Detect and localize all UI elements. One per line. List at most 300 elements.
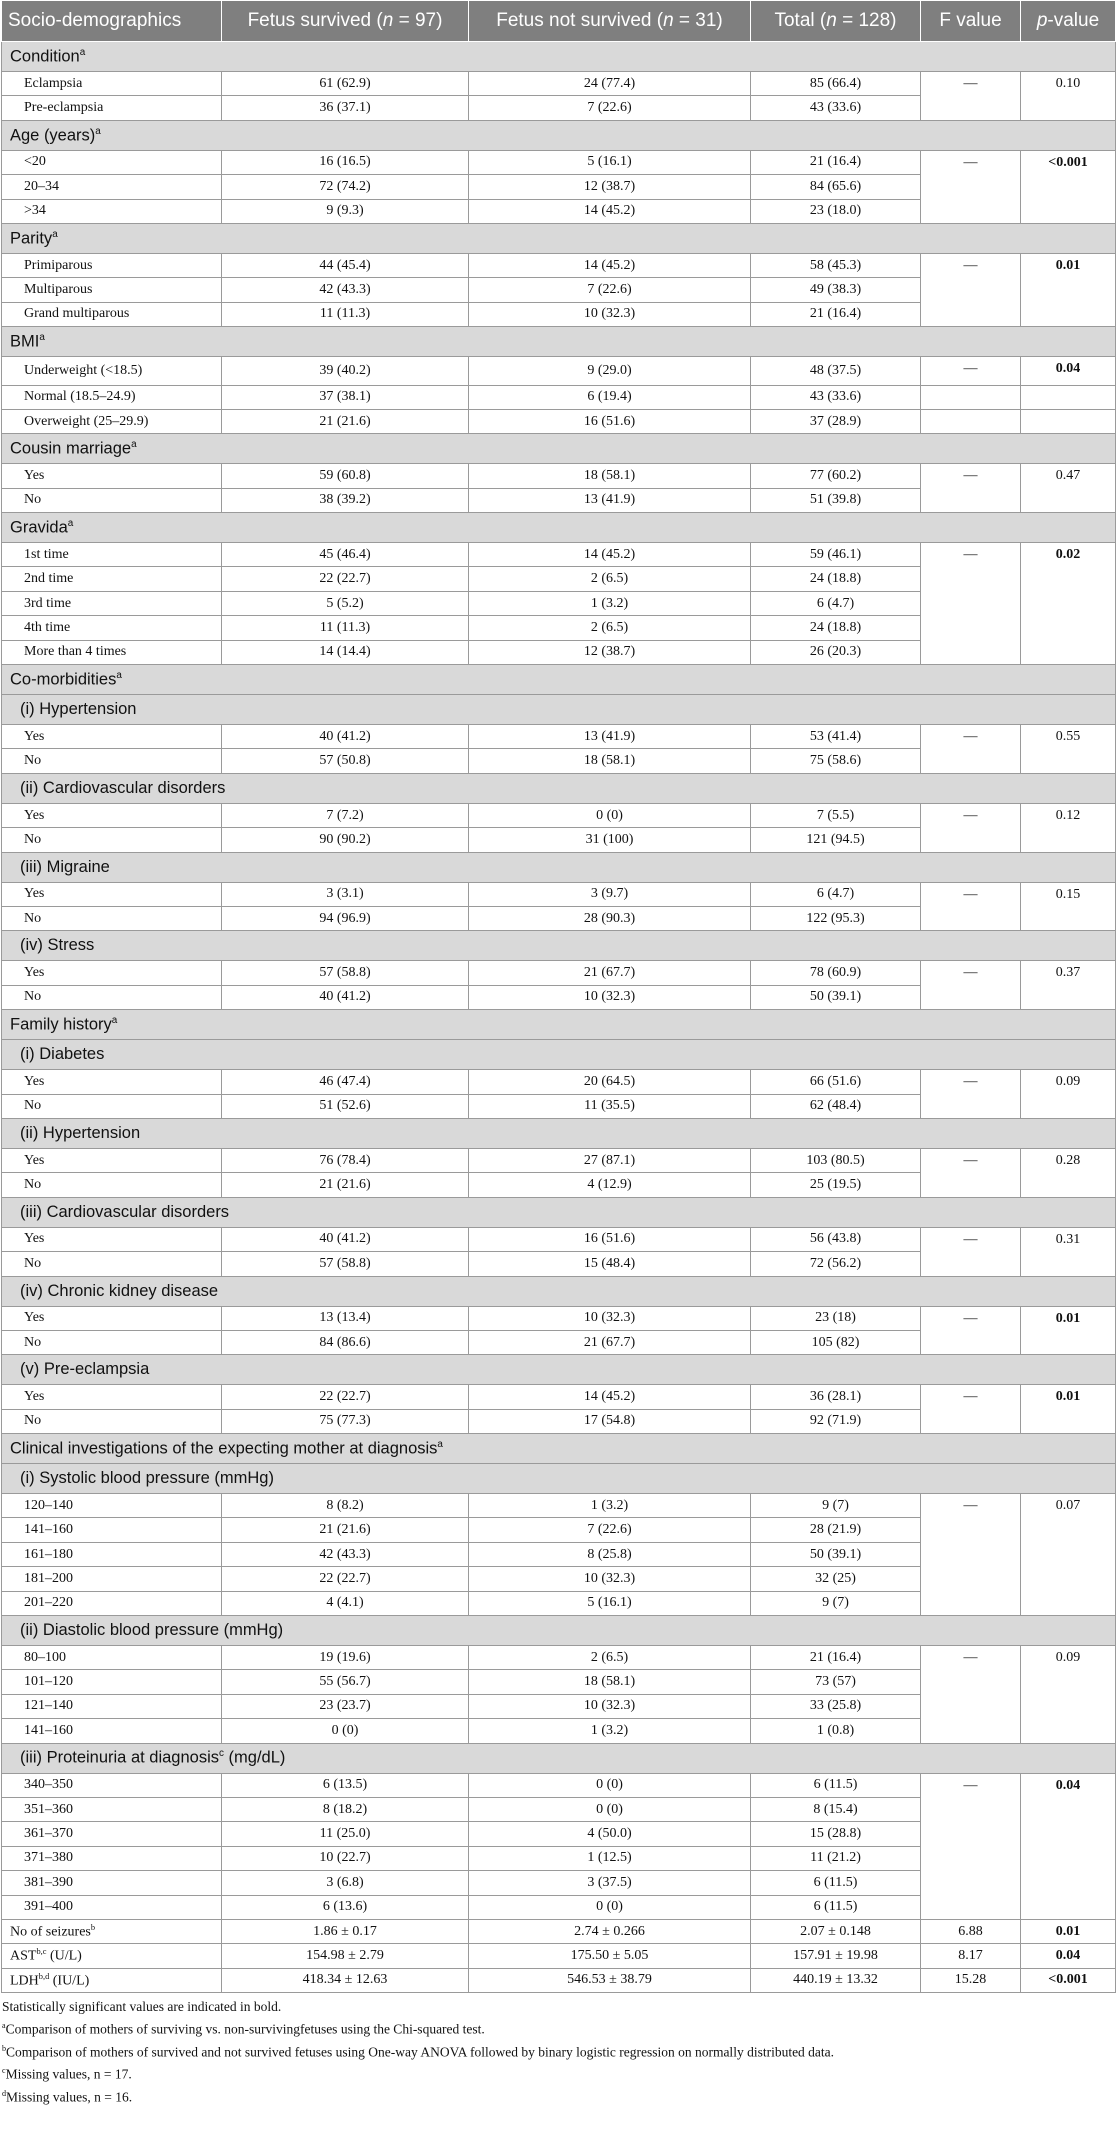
row-label	[2, 1968, 222, 1992]
cell-value: 38 (39.2)	[222, 488, 469, 512]
row-label: Yes	[2, 961, 222, 985]
superscript: a	[437, 1438, 443, 1450]
cell-value: 6 (13.5)	[222, 1773, 469, 1797]
row-label: Primiparous	[2, 253, 222, 277]
cell-value: 17 (54.8)	[469, 1409, 751, 1433]
cell-value: 10 (32.3)	[469, 985, 751, 1009]
table-row	[2, 1968, 1116, 1992]
row-label: 141–160	[2, 1719, 222, 1743]
cell-value: 31 (100)	[469, 828, 751, 852]
row-label: 141–160	[2, 1518, 222, 1542]
section-title-text: (iv) Stress	[20, 936, 95, 955]
cell-value: 2 (6.5)	[469, 567, 751, 591]
f-value: —	[921, 72, 1021, 121]
cell-value: 43 (33.6)	[751, 96, 921, 120]
cell-value: 7 (7.2)	[222, 803, 469, 827]
cell-value: 26 (20.3)	[751, 640, 921, 664]
row-label: No	[2, 828, 222, 852]
cell-value: 57 (50.8)	[222, 749, 469, 773]
cell-value: 21 (16.4)	[751, 302, 921, 326]
cell-value: 39 (40.2)	[222, 357, 469, 385]
section-title-text: (ii) Hypertension	[20, 1123, 141, 1142]
superscript: b,c	[36, 1947, 47, 1957]
cell-value: 75 (77.3)	[222, 1409, 469, 1433]
row-label: 1st time	[2, 543, 222, 567]
section-header	[2, 1197, 1116, 1227]
row-label: 201–220	[2, 1591, 222, 1615]
cell-value: 22 (22.7)	[222, 1385, 469, 1409]
cell-value: 84 (86.6)	[222, 1330, 469, 1354]
row-label: 4th time	[2, 616, 222, 640]
cell-value: 6 (4.7)	[751, 591, 921, 615]
cell-value: 4 (50.0)	[469, 1822, 751, 1846]
cell-value: 157.91 ± 19.98	[751, 1944, 921, 1968]
row-label: No	[2, 488, 222, 512]
p-value	[1021, 150, 1116, 223]
cell-value: 11 (11.3)	[222, 616, 469, 640]
section-header	[2, 327, 1116, 357]
cell-value: 15.28	[921, 1968, 1021, 1992]
cell-value: 57 (58.8)	[222, 1252, 469, 1276]
cell-value: 15 (28.8)	[751, 1822, 921, 1846]
row-label: 371–380	[2, 1846, 222, 1870]
cell-value: 23 (18)	[751, 1306, 921, 1330]
p-value: 0.07	[1021, 1494, 1116, 1616]
cell-value: 51 (39.8)	[751, 488, 921, 512]
section-title	[2, 852, 1116, 882]
table-row	[2, 1306, 1116, 1330]
superscript: a	[39, 331, 45, 343]
superscript: b,d	[38, 1971, 50, 1981]
cell-value: 18 (58.1)	[469, 749, 751, 773]
row-label	[2, 1944, 222, 1968]
f-value: —	[921, 1385, 1021, 1434]
header-f-value: F value	[921, 1, 1021, 42]
footnote-c: $^c$Missing values, n = 17.	[2, 2066, 132, 2082]
p-value	[1021, 1773, 1116, 1919]
cell-value: 46 (47.4)	[222, 1070, 469, 1094]
p-bold: 0.01	[1055, 1310, 1081, 1326]
cell-value: 48 (37.5)	[751, 357, 921, 385]
p-value	[1021, 1306, 1116, 1355]
cell-value: 33 (25.8)	[751, 1694, 921, 1718]
p-value: 0.15	[1021, 882, 1116, 931]
cell-value: 6 (19.4)	[469, 385, 751, 409]
p-bold: <0.001	[1048, 1972, 1088, 1988]
f-value: —	[921, 882, 1021, 931]
row-label: 381–390	[2, 1871, 222, 1895]
p-value: 0.37	[1021, 961, 1116, 1010]
section-title	[2, 1434, 1116, 1464]
cell-value: 73 (57)	[751, 1670, 921, 1694]
cell-value: 84 (65.6)	[751, 175, 921, 199]
section-header	[2, 1355, 1116, 1385]
cell-value: 21 (67.7)	[469, 1330, 751, 1354]
row-label: Multiparous	[2, 278, 222, 302]
f-empty	[921, 409, 1021, 433]
cell-value: 32 (25)	[751, 1567, 921, 1591]
section-title-text: Parity	[10, 229, 53, 248]
section-title-text: BMI	[10, 332, 40, 351]
section-title-text: (iii) Migraine	[20, 857, 110, 876]
cell-value: 1 (3.2)	[469, 591, 751, 615]
cell-value: 23 (23.7)	[222, 1694, 469, 1718]
cell-value: 1 (12.5)	[469, 1846, 751, 1870]
row-label: 80–100	[2, 1646, 222, 1670]
cell-value: 28 (90.3)	[469, 906, 751, 930]
section-header	[2, 931, 1116, 961]
p-value: 0.47	[1021, 464, 1116, 513]
cell-value: 57 (58.8)	[222, 961, 469, 985]
cell-value: 7 (5.5)	[751, 803, 921, 827]
cell-value: 0 (0)	[469, 1797, 751, 1821]
section-title-text: (ii) Cardiovascular disorders	[20, 778, 226, 797]
p-bold: 0.04	[1055, 1777, 1081, 1793]
cell-value: 105 (82)	[751, 1330, 921, 1354]
f-value: —	[921, 1773, 1021, 1919]
cell-value: 4 (4.1)	[222, 1591, 469, 1615]
cell-value: 21 (21.6)	[222, 1518, 469, 1542]
cell-value: 40 (41.2)	[222, 725, 469, 749]
section-header	[2, 1118, 1116, 1148]
table-row	[2, 464, 1116, 488]
cell-value: 21 (16.4)	[751, 1646, 921, 1670]
cell-value: 44 (45.4)	[222, 253, 469, 277]
cell-value: 10 (32.3)	[469, 1306, 751, 1330]
cell-value: 2.07 ± 0.148	[751, 1919, 921, 1943]
section-header	[2, 120, 1116, 150]
cell-value: 2 (6.5)	[469, 1646, 751, 1670]
section-header	[2, 513, 1116, 543]
cell-value: 62 (48.4)	[751, 1094, 921, 1118]
cell-value: 43 (33.6)	[751, 385, 921, 409]
cell-value: 8 (8.2)	[222, 1494, 469, 1518]
table-row	[2, 803, 1116, 827]
row-label-text: LDH	[10, 1973, 39, 1989]
table-body	[2, 42, 1116, 1993]
cell-value: 13 (41.9)	[469, 725, 751, 749]
table-row	[2, 1646, 1116, 1670]
section-title-text: Co-morbidities	[10, 670, 117, 689]
footnote-a: $^a$Comparison of mothers of surviving vs. non-survivingfetuses using the Chi-squared test.	[2, 2021, 485, 2037]
row-label: 120–140	[2, 1494, 222, 1518]
cell-value: 4 (12.9)	[469, 1173, 751, 1197]
section-title-text: (iv) Chronic kidney disease	[20, 1281, 219, 1300]
row-label	[2, 1919, 222, 1943]
row-label: Normal (18.5–24.9)	[2, 385, 222, 409]
cell-value: 21 (21.6)	[222, 409, 469, 433]
f-value: —	[921, 803, 1021, 852]
cell-value: 10 (32.3)	[469, 1567, 751, 1591]
header-p-value: p-value	[1021, 1, 1116, 42]
row-label: Yes	[2, 1070, 222, 1094]
row-label: 340–350	[2, 1773, 222, 1797]
section-title-text: (v) Pre-eclampsia	[20, 1360, 150, 1379]
cell-value: 51 (52.6)	[222, 1094, 469, 1118]
section-header	[2, 1040, 1116, 1070]
p-value	[1021, 357, 1116, 385]
row-label: 161–180	[2, 1542, 222, 1566]
cell-value: 11 (11.3)	[222, 302, 469, 326]
row-label: 361–370	[2, 1822, 222, 1846]
section-title	[2, 1118, 1116, 1148]
cell-value: 2.74 ± 0.266	[469, 1919, 751, 1943]
p-bold: 0.02	[1055, 547, 1081, 563]
row-label: 2nd time	[2, 567, 222, 591]
f-value: —	[921, 1148, 1021, 1197]
cell-value: 76 (78.4)	[222, 1148, 469, 1172]
header-socio: Socio-demographics	[2, 1, 222, 42]
cell-value: 6.88	[921, 1919, 1021, 1943]
section-header	[2, 1010, 1116, 1040]
table-row	[2, 409, 1116, 433]
cell-value: 36 (28.1)	[751, 1385, 921, 1409]
p-empty	[1021, 409, 1116, 433]
superscript: a	[67, 517, 74, 529]
row-label: Underweight (<18.5)	[2, 357, 222, 385]
p-value: 0.09	[1021, 1070, 1116, 1119]
f-value: —	[921, 543, 1021, 665]
section-header	[2, 1616, 1116, 1646]
section-header	[2, 665, 1116, 695]
cell-value: 21 (16.4)	[751, 150, 921, 174]
cell-value: 16 (51.6)	[469, 409, 751, 433]
cell-value: 440.19 ± 13.32	[751, 1968, 921, 1992]
row-label: Yes	[2, 725, 222, 749]
superscript: a	[131, 439, 137, 451]
section-header	[2, 1464, 1116, 1494]
row-label: Yes	[2, 1227, 222, 1251]
row-label: >34	[2, 199, 222, 223]
p-value: 0.31	[1021, 1227, 1116, 1276]
table-row	[2, 253, 1116, 277]
superscript: a	[116, 669, 122, 681]
cell-value: 5 (16.1)	[469, 1591, 751, 1615]
cell-value: 28 (21.9)	[751, 1518, 921, 1542]
f-empty	[921, 385, 1021, 409]
p-bold: 0.01	[1055, 257, 1081, 273]
cell-value: 3 (6.8)	[222, 1871, 469, 1895]
p-value	[1021, 253, 1116, 326]
demographics-table	[1, 0, 1116, 1993]
footnotes	[0, 1993, 1116, 2106]
cell-value: 0 (0)	[469, 1773, 751, 1797]
cell-value: 75 (58.6)	[751, 749, 921, 773]
section-title-text: Age (years)	[10, 126, 96, 145]
cell-value: 3 (3.1)	[222, 882, 469, 906]
cell-value: 27 (87.1)	[469, 1148, 751, 1172]
row-label: <20	[2, 150, 222, 174]
cell-value: 5 (16.1)	[469, 150, 751, 174]
row-label: Pre-eclampsia	[2, 96, 222, 120]
cell-value: 11 (35.5)	[469, 1094, 751, 1118]
section-title-text: (ii) Diastolic blood pressure (mmHg)	[20, 1621, 284, 1640]
section-title-text: Clinical investigations of the expecting mother at diagnosis	[10, 1439, 438, 1458]
cell-value: 72 (56.2)	[751, 1252, 921, 1276]
section-title	[2, 42, 1116, 72]
cell-value: 21 (21.6)	[222, 1173, 469, 1197]
row-label: No	[2, 1330, 222, 1354]
section-title	[2, 1464, 1116, 1494]
row-label: Eclampsia	[2, 72, 222, 96]
row-label-text: AST	[10, 1948, 37, 1964]
section-title	[2, 773, 1116, 803]
cell-value: 9 (29.0)	[469, 357, 751, 385]
cell-value: 25 (19.5)	[751, 1173, 921, 1197]
cell-value: 121 (94.5)	[751, 828, 921, 852]
superscript: a	[95, 125, 101, 137]
section-title	[2, 327, 1116, 357]
section-title-text: (i) Hypertension	[20, 700, 137, 719]
p-value: 0.09	[1021, 1646, 1116, 1744]
section-title-text: Cousin marriage	[10, 439, 132, 458]
cell-value: 42 (43.3)	[222, 278, 469, 302]
cell-value: 50 (39.1)	[751, 985, 921, 1009]
p-value: 0.55	[1021, 725, 1116, 774]
cell-value: 9 (7)	[751, 1494, 921, 1518]
cell-value: 6 (4.7)	[751, 882, 921, 906]
cell-value: 53 (41.4)	[751, 725, 921, 749]
section-title	[2, 513, 1116, 543]
section-header	[2, 434, 1116, 464]
cell-value: 1 (3.2)	[469, 1719, 751, 1743]
cell-value: 90 (90.2)	[222, 828, 469, 852]
section-title-text: Condition	[10, 47, 80, 66]
cell-value: 3 (37.5)	[469, 1871, 751, 1895]
row-label: No	[2, 1409, 222, 1433]
cell-value: 85 (66.4)	[751, 72, 921, 96]
cell-value: 14 (45.2)	[469, 199, 751, 223]
section-title	[2, 1743, 1116, 1773]
p-bold: 0.01	[1055, 1923, 1081, 1939]
cell-value: 36 (37.1)	[222, 96, 469, 120]
row-label: Yes	[2, 1385, 222, 1409]
cell-value: 24 (77.4)	[469, 72, 751, 96]
cell-value: 45 (46.4)	[222, 543, 469, 567]
cell-value: 3 (9.7)	[469, 882, 751, 906]
cell-value: 94 (96.9)	[222, 906, 469, 930]
cell-value: 1.86 ± 0.17	[222, 1919, 469, 1943]
section-title	[2, 931, 1116, 961]
row-label: 20–34	[2, 175, 222, 199]
section-unit: (mg/dL)	[223, 1748, 286, 1767]
cell-value: 15 (48.4)	[469, 1252, 751, 1276]
section-title	[2, 223, 1116, 253]
f-value: —	[921, 1494, 1021, 1616]
cell-value: 14 (45.2)	[469, 1385, 751, 1409]
cell-value: 10 (32.3)	[469, 302, 751, 326]
cell-value: 19 (19.6)	[222, 1646, 469, 1670]
superscript: b	[90, 1922, 96, 1932]
cell-value: 42 (43.3)	[222, 1542, 469, 1566]
section-title	[2, 1355, 1116, 1385]
section-title	[2, 1197, 1116, 1227]
p-bold: 0.04	[1055, 361, 1081, 377]
cell-value: 8.17	[921, 1944, 1021, 1968]
superscript: a	[79, 46, 86, 58]
header-total: Total (n = 128)	[751, 1, 921, 42]
row-label: 391–400	[2, 1895, 222, 1919]
cell-value: 37 (28.9)	[751, 409, 921, 433]
cell-value: 14 (45.2)	[469, 543, 751, 567]
cell-value: 8 (15.4)	[751, 1797, 921, 1821]
row-label: No	[2, 985, 222, 1009]
cell-value: 175.50 ± 5.05	[469, 1944, 751, 1968]
row-label: Yes	[2, 464, 222, 488]
row-label: No	[2, 1252, 222, 1276]
table-row	[2, 1773, 1116, 1797]
cell-value: 418.34 ± 12.63	[222, 1968, 469, 1992]
f-value: —	[921, 725, 1021, 774]
cell-value: 6 (11.5)	[751, 1871, 921, 1895]
table-row	[2, 357, 1116, 385]
section-title	[2, 120, 1116, 150]
cell-value: 59 (46.1)	[751, 543, 921, 567]
cell-value: 9 (7)	[751, 1591, 921, 1615]
cell-value: 55 (56.7)	[222, 1670, 469, 1694]
cell-value: 13 (41.9)	[469, 488, 751, 512]
table-row	[2, 1148, 1116, 1172]
p-bold: 0.04	[1055, 1948, 1081, 1963]
table-row	[2, 882, 1116, 906]
table-row	[2, 72, 1116, 96]
cell-value: 12 (38.7)	[469, 640, 751, 664]
section-title	[2, 1010, 1116, 1040]
row-label: No	[2, 1173, 222, 1197]
p-value: 0.28	[1021, 1148, 1116, 1197]
cell-value: 1 (3.2)	[469, 1494, 751, 1518]
table-row	[2, 1944, 1116, 1968]
cell-value: 78 (60.9)	[751, 961, 921, 985]
section-header	[2, 1434, 1116, 1464]
cell-value: 40 (41.2)	[222, 985, 469, 1009]
row-label: Yes	[2, 882, 222, 906]
cell-value: 154.98 ± 2.79	[222, 1944, 469, 1968]
cell-value: 23 (18.0)	[751, 199, 921, 223]
cell-value: 16 (16.5)	[222, 150, 469, 174]
section-title	[2, 1616, 1116, 1646]
row-label: 101–120	[2, 1670, 222, 1694]
f-value: —	[921, 1306, 1021, 1355]
cell-value: 103 (80.5)	[751, 1148, 921, 1172]
row-label: 121–140	[2, 1694, 222, 1718]
cell-value: 14 (45.2)	[469, 253, 751, 277]
cell-value: 546.53 ± 38.79	[469, 1968, 751, 1992]
table-row	[2, 961, 1116, 985]
cell-value: 18 (58.1)	[469, 1670, 751, 1694]
row-label-text: No of seizures	[10, 1924, 91, 1940]
f-value: —	[921, 1646, 1021, 1744]
cell-value: 7 (22.6)	[469, 96, 751, 120]
section-header	[2, 1743, 1116, 1773]
row-label: Yes	[2, 1148, 222, 1172]
footnote-b: $^b$Comparison of mothers of survived and not survived fetuses using One-way ANOVA followed by binary logistic regression on normally distributed data.	[2, 2043, 835, 2060]
table-row	[2, 385, 1116, 409]
cell-value: 6 (13.6)	[222, 1895, 469, 1919]
row-label: 351–360	[2, 1797, 222, 1821]
cell-value: 0 (0)	[469, 1895, 751, 1919]
cell-value: 14 (14.4)	[222, 640, 469, 664]
f-value: —	[921, 150, 1021, 223]
section-title-text: (i) Systolic blood pressure (mmHg)	[20, 1469, 274, 1488]
p-value	[1021, 543, 1116, 665]
p-value	[1021, 1919, 1116, 1943]
p-value	[1021, 1385, 1116, 1434]
cell-value: 12 (38.7)	[469, 175, 751, 199]
row-label: No	[2, 749, 222, 773]
f-value: —	[921, 253, 1021, 326]
p-value	[1021, 1944, 1116, 1968]
